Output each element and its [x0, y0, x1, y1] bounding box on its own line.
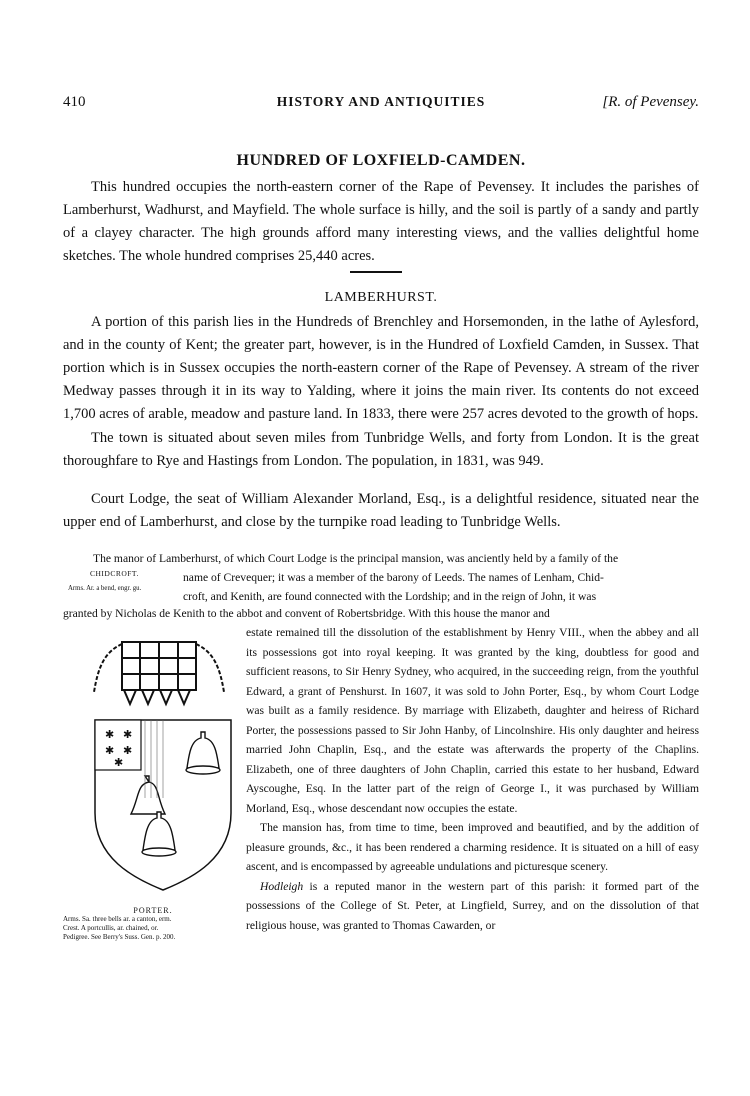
porter-arms-shield-icon	[93, 718, 233, 893]
hodleigh-term: Hodleigh	[260, 879, 304, 893]
lamberhurst-paragraph-3: Court Lodge, the seat of William Alexander Morland, Esq., is a delightful residence, situated near the upper end of Lamberhurst, and close by the turnpike road leading to Tunbridge Wells.	[63, 491, 699, 530]
lamberhurst-paragraph-1: A portion of this parish lies in the Hundreds of Brenchley and Horsemonden, in the lathe of Aylesford, and in the county of Kent; the greater part, however, is in the Hundred of Loxfield Camden, in Sussex. That portion which is in Sussex occupies the north-eastern corner of the Rape of Pevensey. A stream of the river Medway passes through it in its way to Yalding, where it joins the main river. Its contents do not exceed 1,700 acres of arable, meadow and pasture land. In 1833, there were 257 acres devoted to the growth of hops.	[63, 314, 699, 422]
portcullis-crest-icon	[84, 632, 234, 712]
manor-text-line-3: croft, and Kenith, are found connected with the Lordship; and in the reign of John, it was	[183, 590, 597, 603]
svg-text:✱: ✱	[114, 756, 124, 769]
manor-history-column	[246, 623, 699, 935]
svg-text:✱: ✱	[105, 744, 115, 757]
porter-arms: Arms. Sa. three bells ar. a canton, erm.	[63, 915, 172, 923]
porter-name: PORTER.	[133, 906, 173, 915]
manor-text-line-4: granted by Nicholas de Kenith to the abbot and convent of Robertsbridge. With this house the manor and	[63, 607, 550, 620]
lamberhurst-heading: LAMBERHURST.	[324, 290, 438, 305]
hundred-paragraph: This hundred occupies the north-eastern corner of the Rape of Pevensey. It includes the parishes of Lamberhurst, Wadhurst, and Mayfield. The whole surface is hilly, and the soil is partly of a sandy and partly of a clayey character. The high grounds afford many interesting views, and the vallies delightful home sketches. The whole hundred comprises 25,440 acres.	[63, 179, 699, 264]
manor-text-line-2: name of Crevequer; it was a member of the barony of Leeds. The names of Lenham, Chid-	[183, 571, 604, 584]
lamberhurst-paragraph-2: The town is situated about seven miles from Tunbridge Wells, and forty from London. It is the great thoroughfare to Rye and Hastings from London. The population, in 1831, was 949.	[63, 430, 699, 469]
hundred-heading: HUNDRED OF LOXFIELD-CAMDEN.	[236, 152, 526, 169]
svg-text:✱: ✱	[123, 744, 133, 757]
page-number: 410	[63, 94, 86, 110]
chidcroft-name: CHIDCROFT.	[90, 569, 139, 578]
manor-text-line-1: The manor of Lamberhurst, of which Court Lodge is the principal mansion, was anciently held by a family of the	[93, 552, 619, 565]
running-title: HISTORY AND ANTIQUITIES	[276, 94, 486, 109]
chidcroft-arms: Arms. Ar. a bend, engr. gu.	[68, 585, 142, 592]
porter-pedigree: Pedigree. See Berry's Suss. Gen. p. 200.	[63, 933, 176, 941]
manor-history-paragraph-3: Hodleigh is a reputed manor in the western part of this parish: it formed part of the possessions of the College of St. Peter, at Lingfield, Surrey, and on the dissolution of that religious house, was granted to Thomas Cawarden, or	[246, 879, 699, 932]
svg-text:✱: ✱	[123, 728, 133, 741]
page-header	[63, 94, 699, 116]
manor-history-paragraph-2: The mansion has, from time to time, been improved and beautified, and by the addition of pleasure grounds, &c., it has been rendered a charming residence. It is situated on a hill of easy ascent, and is encompassed by agreeable undulations and picturesque scenery.	[246, 821, 699, 873]
running-section: [R. of Pevensey.	[602, 94, 699, 110]
svg-text:✱: ✱	[105, 728, 115, 741]
section-divider	[350, 271, 402, 273]
porter-arms-caption	[63, 906, 243, 942]
porter-crest: Crest. A portcullis, ar. chained, or.	[63, 924, 159, 932]
manor-history-paragraph-1: estate remained till the dissolution of the establishment by Henry VIII., when the abbey and all its possessions got into royal keeping. It was granted by the king, doubtless for good and sufficient reasons, to Sir Henry Sydney, who acquired, in the succeeding reign, from the youthful Edward, a grant of Penshurst. In 1607, it was sold to John Porter, Esq., by whom Court Lodge was built as a family residence. By marriage with Elizabeth, daughter and heiress of Richard Porter, the possessions passed to Sir John Hanby, of Lincolnshire. His only daughter and heiress married John Chaplin, Esq., and the estate was afterwards the property of the Chaplins. Elizabeth, one of three daughters of John Chaplin, carried this estate to her husband, Edward Ayscoughe, Esq. In the latter part of the reign of George I., it was purchased by William Morland, Esq., whose descendant now occupies the estate.	[246, 626, 699, 815]
